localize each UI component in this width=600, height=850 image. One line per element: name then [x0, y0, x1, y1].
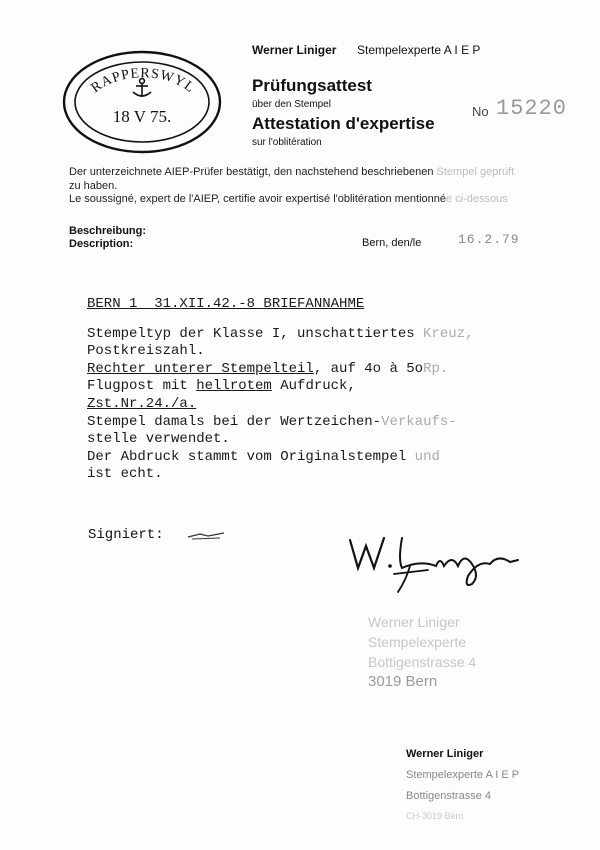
expert-title: Stempelexperte A I E P [357, 43, 481, 57]
footer-address [406, 744, 586, 825]
typed-line: Flugpost mit hellrotem Aufdruck, [87, 378, 356, 395]
stamp-street: Bottigenstrasse 4 [368, 654, 477, 670]
postmark-place: RAPPERSWYL [88, 66, 198, 97]
certificate-subtitle-de: über den Stempel [252, 99, 331, 110]
typed-line: ist echt. [87, 466, 163, 483]
typed-description [87, 296, 587, 484]
place-date-label: Bern, den/le [362, 237, 422, 249]
intro-fr-line: Le soussigné, expert de l'AIEP, certifie avoir expertisé l'oblitération mentionnée ci-dessous [69, 193, 508, 205]
typed-line: Stempel damals bei der Wertzeichen-Verkaufs- [87, 413, 457, 430]
postmark-heading: BERN 1 31.XII.42.-8 BRIEFANNAHME [87, 296, 365, 312]
stamp-name: Werner Liniger [368, 614, 460, 630]
address-stamp [368, 612, 548, 692]
typed-line: Postkreiszahl. [87, 343, 205, 360]
footer-city: CH-3019 Bern [406, 811, 464, 821]
certificate-title-de: Prüfungsattest [252, 76, 372, 95]
certificate-number: 15220 [496, 96, 568, 121]
signature-image [340, 530, 530, 595]
footer-role: Stempelexperte A I E P [406, 769, 520, 781]
postmark-seal [60, 48, 225, 156]
expert-name: Werner Liniger [252, 43, 337, 57]
typed-line: Der Abdruck stammt vom Originalstempel und [87, 448, 440, 465]
postmark-date: 18 V 75. [112, 107, 172, 126]
number-label: No [472, 104, 489, 119]
intro-de-line-2: zu haben. [69, 180, 118, 192]
stamp-city: 3019 Bern [368, 673, 438, 690]
certificate-subtitle-fr: sur l'oblitération [252, 137, 322, 148]
description-label-de: Beschreibung: [69, 225, 147, 237]
typed-line: Stempeltyp der Klasse I, unschattiertes Kreuz, [87, 325, 474, 342]
certificate-title-fr: Attestation d'expertise [252, 114, 435, 133]
footer-name: Werner Liniger [406, 748, 484, 760]
description-label-fr: Description: [69, 238, 134, 250]
issue-date: 16.2.79 [458, 232, 520, 247]
svg-text:RAPPERSWYL [89, 66, 198, 96]
signed-label: Signiert: [88, 527, 164, 543]
small-mark-icon [186, 528, 226, 542]
footer-street: Bottigenstrasse 4 [406, 790, 491, 802]
typed-line: Zst.Nr.24./a. [87, 395, 197, 412]
intro-de-line: Der unterzeichnete AIEP-Prüfer bestätigt, den nachstehend beschriebenen Stempel geprüft [69, 166, 515, 178]
typed-line: Rechter unterer Stempelteil, auf 4o à 5oRp. [87, 360, 449, 377]
typed-line: stelle verwendet. [87, 431, 230, 448]
stamp-role: Stempelexperte [368, 634, 467, 650]
